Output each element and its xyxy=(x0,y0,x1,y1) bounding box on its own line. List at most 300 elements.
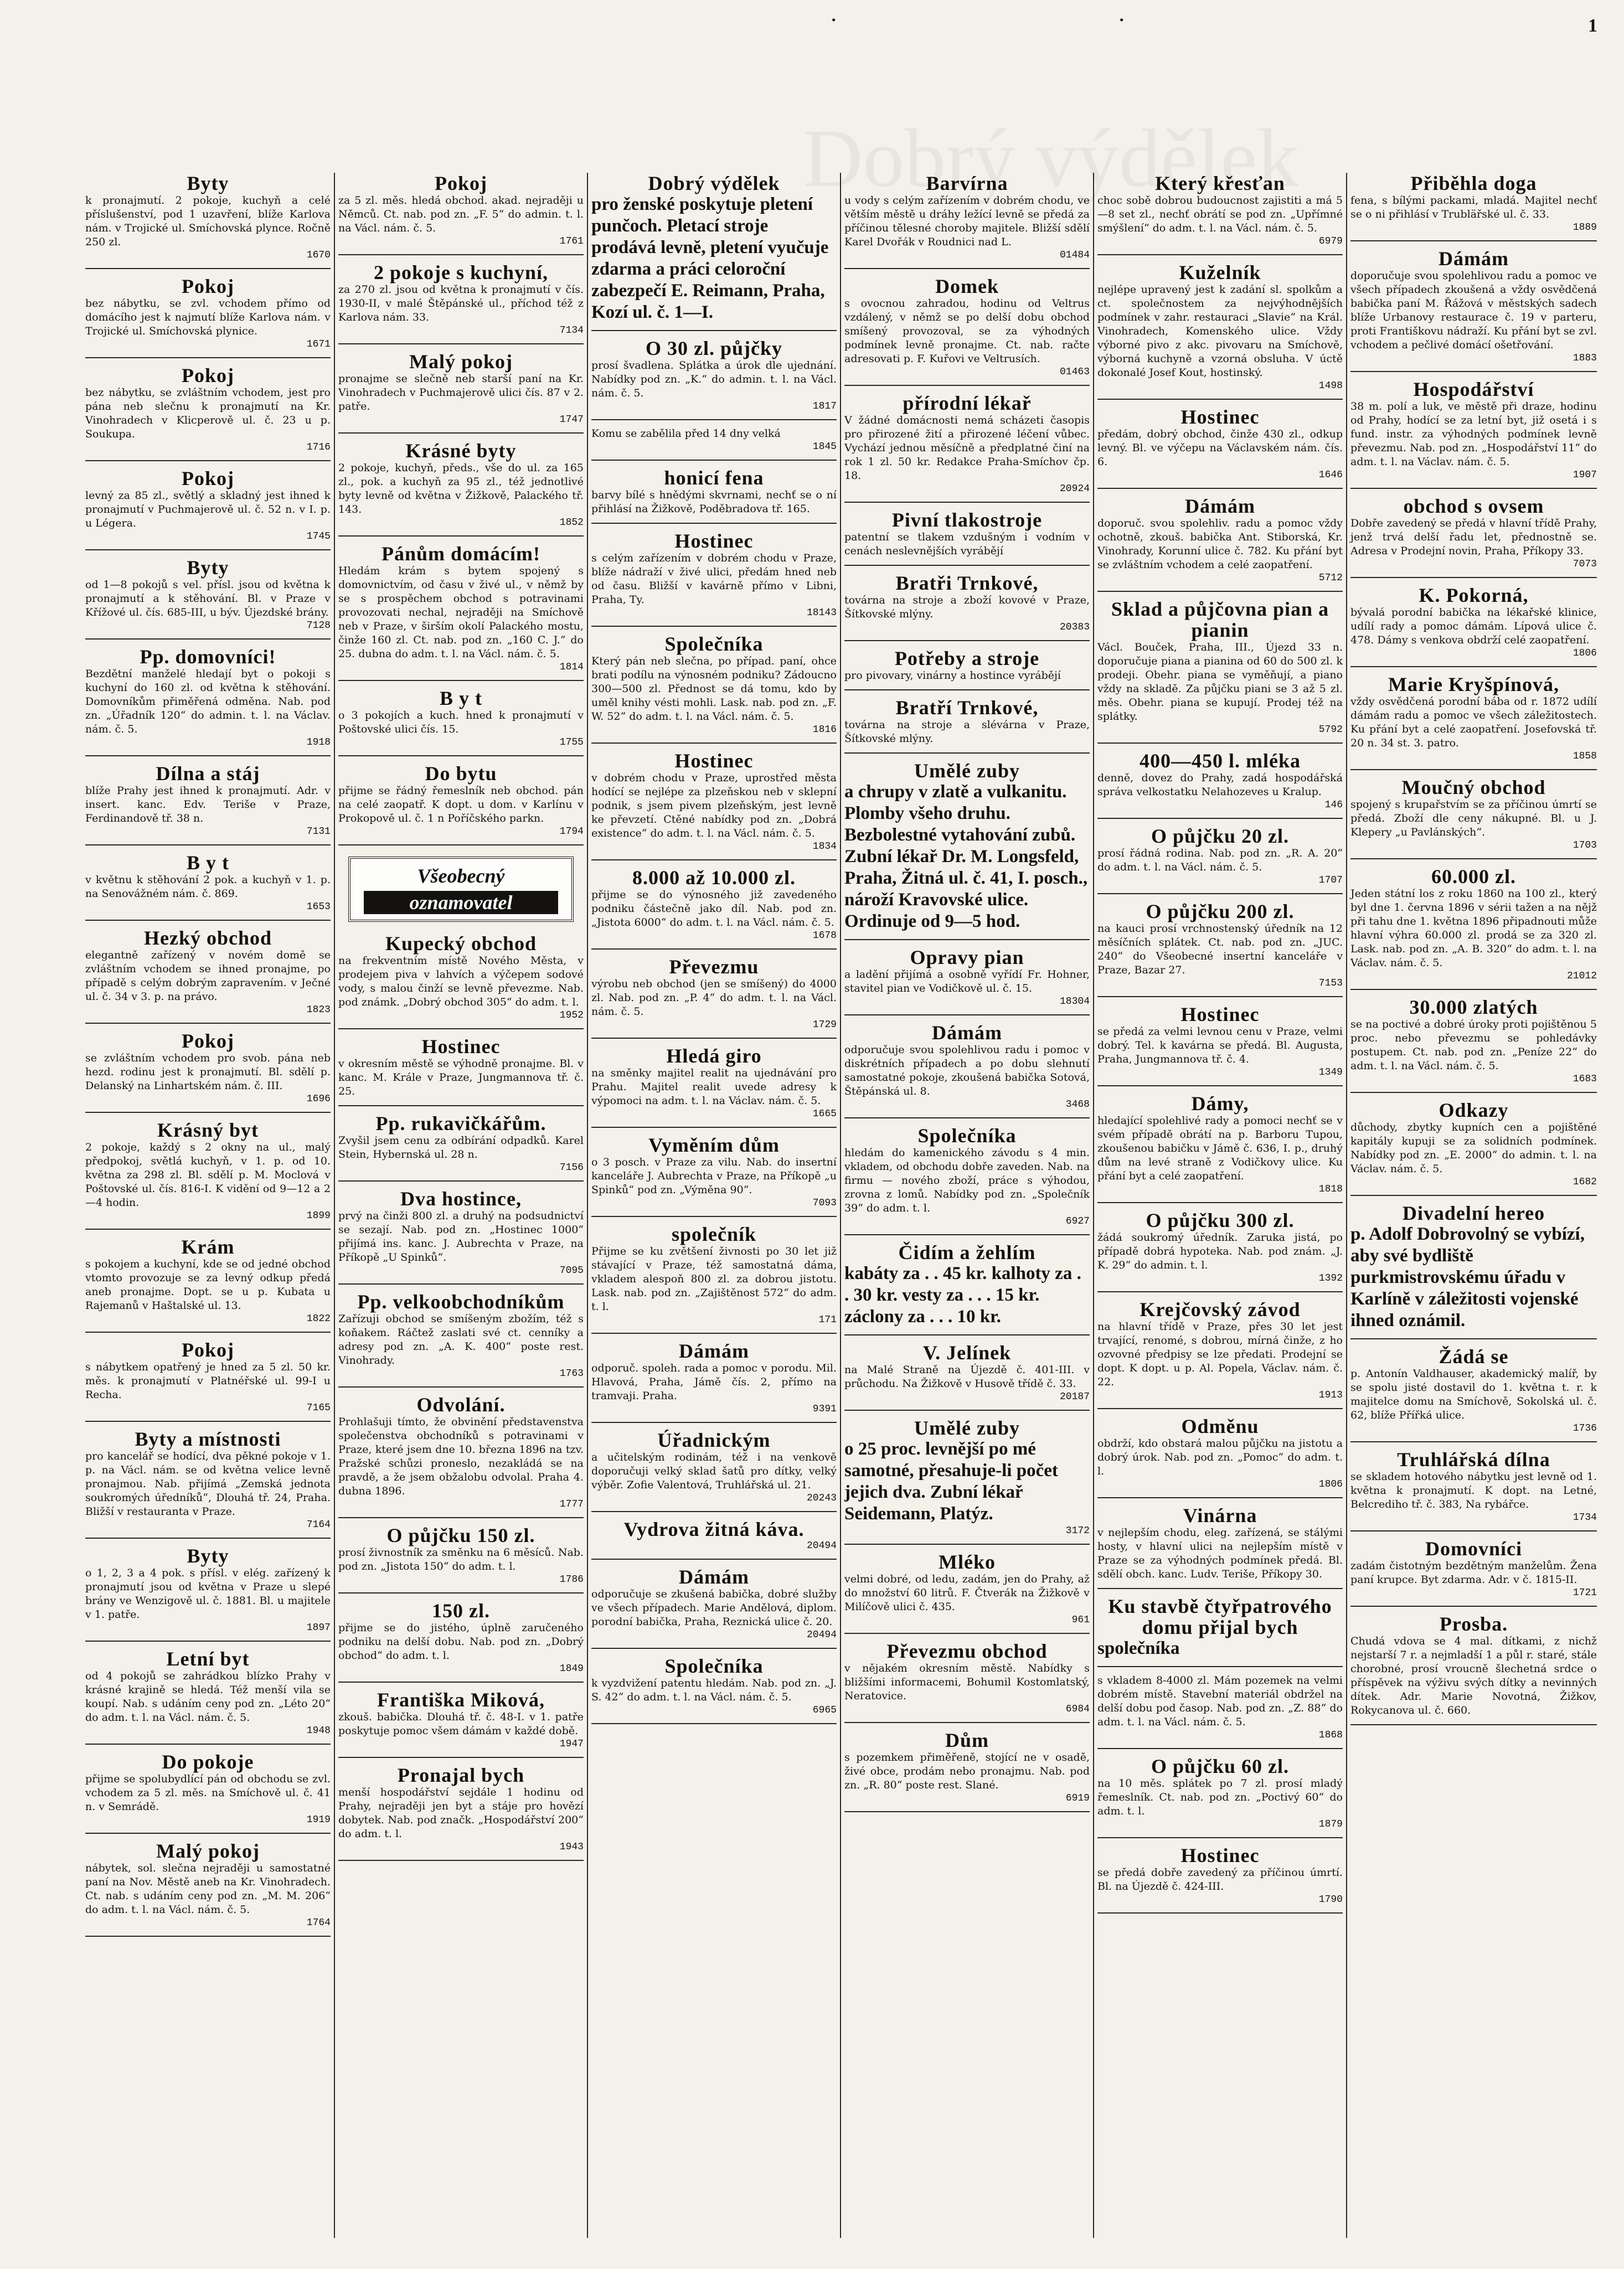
ad-divider xyxy=(1097,1497,1343,1498)
ad-heading: Společníka xyxy=(917,1125,1017,1147)
ad-body: v nějakém okresním městě. Nabídky s bližšími informacemi, Bohumil Kostomlatský, Neratovice. xyxy=(844,1662,1090,1702)
ad-heading: 8.000 až 10.000 zl. xyxy=(632,867,796,889)
ad-body: a ladění přijímá a osobně vyřídí Fr. Hohner, stavitel pian ve Vodičkově ul. č. 15. xyxy=(844,968,1090,994)
ad-number: 1845 xyxy=(812,441,837,452)
ad-divider xyxy=(1097,488,1343,489)
classified-ad xyxy=(844,173,1090,261)
ad-body: v nejlepším chodu, eleg. zařízená, se stálými hosty, v hlavní ulici na nejlepším místě v Praze se za výhodných podmínek předá. Bl. sdělí obch. kanc. Ludv. Teriše, Příkopy 30. xyxy=(1097,1527,1343,1580)
ad-heading: Pp. domovníci! xyxy=(140,646,276,668)
classified-ad xyxy=(85,173,331,261)
ad-heading: 2 pokoje s kuchyní, xyxy=(373,261,549,283)
ad-number: 1678 xyxy=(812,930,837,941)
ad-body: bez nábytku, se zvláštním vchodem, jest pro pána neb slečnu k pronajmutí na Kr. Vinohradech v Klicperově ul. č. 23 u p. Soukupa. xyxy=(85,386,331,440)
classified-ad xyxy=(85,365,331,453)
ad-body: v dobrém chodu v Praze, uprostřed města hodící se nejlépe za plzeňskou neb v sklepní podnik, s jsem pivem plzeňským, jest levně ke převzetí. Ctěné nabídky pod zn. „Dobrá existence“ do adm. t. l. na Václ. nám. č. 5. xyxy=(591,772,837,839)
classified-ad xyxy=(1097,750,1343,811)
ad-number: 1670 xyxy=(306,250,331,261)
ad-body: důchody, zbytky kupních cen a pojištěné kapitály kupuji se za solidních podmínek. Nabídky pod zn. „E. 2000“ do admin. t. l. na Václav. nám. č. 5. xyxy=(1350,1121,1597,1175)
classified-ad xyxy=(338,1188,584,1277)
ad-body: na kauci prosí vrchnostenský úředník na 12 měsíčních splátek. Ct. nab. pod zn. „JUC. 240“ do Všeobecné insertní kanceláře v Praze, Bazar 27. xyxy=(1097,922,1343,976)
ad-number: 1816 xyxy=(812,724,837,735)
ad-heading: Pokoj xyxy=(182,1339,234,1361)
classified-ad xyxy=(1097,901,1343,989)
ad-number: 1653 xyxy=(306,901,331,912)
ad-divider xyxy=(1097,1408,1343,1409)
classified-ad xyxy=(85,557,331,632)
ad-number: 1498 xyxy=(1318,380,1343,391)
ad-heading: Moučný obchod xyxy=(1401,776,1546,798)
ad-heading: Františka Miková, xyxy=(377,1689,545,1711)
classified-ad xyxy=(844,760,1090,932)
ad-number: 146 xyxy=(1324,800,1343,811)
ad-divider xyxy=(844,565,1090,566)
ad-heading: obchod s ovsem xyxy=(1403,495,1544,517)
ad-heading: O půjčku 20 zl. xyxy=(1151,825,1290,847)
ad-divider xyxy=(1350,666,1597,667)
ad-body: Václ. Bouček, Praha, III., Újezd 33 n. doporučuje piana a pianina od 60 do 500 zl. k prodeji. Obehr. piana se vyměňují, a piano vždy na skladě. Za půjčku piani se 3 až 5 zl. měs. Obehr. piana se kupují. Prodej též na splátky. xyxy=(1097,641,1343,723)
ad-divider xyxy=(338,1283,584,1285)
ad-divider xyxy=(338,1860,584,1861)
ad-body: továrna na stroje a slévárna v Praze, Šítkovské mlýny. xyxy=(844,719,1090,745)
ad-divider xyxy=(844,1633,1090,1634)
ad-number: 7165 xyxy=(306,1402,331,1414)
ad-heading: Vinárna xyxy=(1183,1504,1257,1527)
classified-ad xyxy=(1097,1004,1343,1079)
ad-number: 1834 xyxy=(812,841,837,852)
ad-divider xyxy=(1350,577,1597,578)
ad-body: o 3 posch. v Praze za vilu. Nab. do insertní kanceláře J. Aubrechta v Praze, na Příkopě „u Spinků“ pod zn. „Výměna 90“. xyxy=(591,1156,837,1196)
ad-divider xyxy=(1097,1291,1343,1292)
classified-ad xyxy=(844,1730,1090,1804)
ad-body: 38 m. polí a luk, ve městě při draze, hodinu od Prahy, hodící se za letní byt, již osetá i s fund. instr. za výhodných podmínek levně převezmu. Nab. pod zn. „Hospodářství 11“ do adm. t. l. na Václav. nám. č. 5. xyxy=(1350,400,1597,468)
ad-heading: Marie Kryšpínová, xyxy=(1388,673,1559,695)
ad-number: 1729 xyxy=(812,1019,837,1030)
ad-heading: O 30 zl. půjčky xyxy=(645,337,782,359)
ad-number: 1721 xyxy=(1573,1587,1597,1598)
ad-heading: Který křesťan xyxy=(1155,173,1285,194)
ad-divider xyxy=(844,385,1090,386)
ad-number: 1806 xyxy=(1318,1479,1343,1490)
ad-heading: Hezký obchod xyxy=(143,927,272,949)
classified-ad xyxy=(1350,866,1597,982)
ad-divider xyxy=(85,755,331,756)
ad-number: 1763 xyxy=(559,1368,584,1379)
ad-divider xyxy=(338,1757,584,1758)
classified-ad xyxy=(1097,1093,1343,1195)
ad-body: V žádné domácnosti nemá scházeti časopis pro přirozené žití a přirozené léčení vůbec. Vychází jednou měsíčně a předplatné činí na rok 1 zl. 50 kr. Redakce Praha-Smíchov čp. 18. xyxy=(844,414,1090,482)
ad-divider xyxy=(338,1682,584,1683)
classified-ad xyxy=(844,573,1090,633)
ad-number: 1907 xyxy=(1573,470,1597,481)
ad-body: na frekventním místě Nového Města, v prodejem piva v lahvích a výčepem sodové vody, s malou činží se levně převezme. Nab. pod známk. „Dobrý obchod 305“ do adm. t. l. xyxy=(338,955,584,1008)
ad-heading: Do bytu xyxy=(425,762,497,785)
ad-divider xyxy=(338,755,584,756)
ad-body: s pokojem a kuchyní, kde se od jedné obchod vtomto provozuje se za levný odkup předá aneb pronajme. Dopt. se u p. Kubata u Rajemanů v Haštalské ul. 13. xyxy=(85,1258,331,1312)
ad-body: Dobře zavedený se předá v hlavní třídě Prahy, jenž trvá delší řadu let, přednostně se. Adresa v Prodejní novin, Praha, Příkopy 33. xyxy=(1350,517,1597,557)
classified-ad xyxy=(591,467,837,516)
classified-ad xyxy=(85,276,331,350)
ad-heading: Barvírna xyxy=(926,173,1008,194)
column-1 xyxy=(82,173,335,2238)
ad-heading: O půjčku 200 zl. xyxy=(1146,900,1295,922)
ad-body: odporučuje se zkušená babička, dobré služby ve všech případech. Marie Andělová, diplom. porodní babička, Praha, Reznická ulice č. 20. xyxy=(591,1588,837,1628)
classified-ad xyxy=(85,1236,331,1325)
ad-heading: Pokoj xyxy=(182,1030,234,1052)
classified-ad xyxy=(844,648,1090,683)
classified-ad xyxy=(338,173,584,247)
ad-heading: Krám xyxy=(181,1236,235,1258)
ad-heading: Dům xyxy=(945,1729,989,1751)
ad-number: 7128 xyxy=(306,620,331,631)
ad-body: od 4 pokojů se zahrádkou blízko Prahy v krásné krajině se hledá. Též menší vila se koupí. Nab. s udáním ceny pod zn. „Léto 20“ do adm. t. l. na Václ. nám. č. 5. xyxy=(85,1670,331,1724)
classified-ad xyxy=(591,633,837,736)
classified-ad xyxy=(1097,1596,1343,1659)
ad-number: 1764 xyxy=(306,1917,331,1928)
ad-heading: Krásné byty xyxy=(405,440,517,462)
classified-ad xyxy=(85,1030,331,1105)
ad-heading: Ku stavbě čtyřpatrového domu přijal bych xyxy=(1108,1595,1332,1638)
ad-number: 7156 xyxy=(559,1162,584,1173)
ad-divider xyxy=(844,752,1090,754)
ad-number: 1818 xyxy=(1318,1184,1343,1195)
ad-divider xyxy=(591,1511,837,1512)
classified-ad xyxy=(85,1429,331,1531)
ad-body: Který pán neb slečna, po případ. paní, ohce brati podílu na výnosném podniku? Zádoucno 300—500 zl. Přednost se dá tomu, kdo by uměl knihy vésti mohli. Lask. nab. pod zn. „F. W. 52“ do adm. t. l. na Václ. nám. č. 5. xyxy=(591,655,837,723)
ad-heading: Letní byt xyxy=(166,1648,250,1670)
ad-divider xyxy=(85,268,331,269)
classified-ad xyxy=(1097,1756,1343,1830)
ad-number: 1947 xyxy=(559,1739,584,1750)
ad-number: 1703 xyxy=(1573,840,1597,851)
ad-heading: Dámám xyxy=(679,1340,749,1362)
ad-heading: Vyměním dům xyxy=(648,1134,780,1156)
ad-divider xyxy=(844,689,1090,690)
ad-number: 1665 xyxy=(812,1108,837,1120)
ad-divider xyxy=(844,1544,1090,1545)
ad-number: 6919 xyxy=(1065,1793,1090,1804)
ad-body: o 3 pokojích a kuch. hned k pronajmutí v Poštovské ulici čís. 15. xyxy=(338,709,584,735)
classified-ad xyxy=(844,393,1090,495)
classified-ad xyxy=(844,1022,1090,1111)
ad-display-text: a chrupy v zlatě a vulkanitu. Plomby všeho druhu. Bezbolestné vytahování zubů. Zubní lékař Dr. M. Longsfeld, Praha, Žitná ul. č. 41, I. posch., nároží Kravovské ulice. Ordinuje od 9—5 hod. xyxy=(844,782,1088,931)
ad-number: 1646 xyxy=(1318,470,1343,481)
ad-heading: Bratří Trnkové, xyxy=(895,697,1039,719)
ad-divider xyxy=(844,1234,1090,1235)
ad-heading: Pokoj xyxy=(182,467,234,489)
ad-body: Jeden státní los z roku 1860 na 100 zl., který byl dne 1. června 1896 v sérii tažen a na nějž při tahu dne 1. května 1896 připadnouti může hlavní výhra 60.000 zl. prodá se za 320 zl. Lask. nab. pod zn. „A. B. 320“ do adm. t. l. na Václav. nám. č. 5. xyxy=(1350,888,1597,969)
ad-number: 20924 xyxy=(1059,483,1090,494)
classified-ad xyxy=(844,1551,1090,1626)
ad-heading: Dámám xyxy=(1439,247,1509,270)
classified-ad xyxy=(85,1120,331,1222)
ad-divider xyxy=(1097,254,1343,255)
ad-divider xyxy=(1350,1441,1597,1442)
classified-ad xyxy=(1097,173,1343,247)
ad-divider xyxy=(1097,818,1343,819)
ad-divider xyxy=(1350,371,1597,372)
ad-number: 20494 xyxy=(806,1629,837,1641)
ad-heading: Malý pokoj xyxy=(409,350,513,373)
ad-body: a učitelským rodinám, též i na venkově doporučuji velký sklad šatů pro dítky, velký výběr. Zofie Valentová, Truhlářská ul. 21. xyxy=(591,1451,837,1491)
ad-heading: Hostinec xyxy=(1180,1844,1260,1866)
ad-heading: Pp. rukavičkářům. xyxy=(375,1112,547,1134)
ad-body: levný za 85 zl., světlý a skladný jest ihned k pronajmutí v Puchmajerově ul. č. 52 n. v I. p. u Légera. xyxy=(85,489,331,529)
ad-number: 1849 xyxy=(559,1663,584,1674)
ad-divider xyxy=(338,680,584,681)
ad-divider xyxy=(1097,1837,1343,1838)
ad-divider xyxy=(1350,1530,1597,1531)
ad-body: za 5 zl. měs. hledá obchod. akad. nejraději u Němců. Ct. nab. pod zn. „F. 5“ do admin. t. l. na Václ. nám. č. 5. xyxy=(338,194,584,234)
ad-divider xyxy=(844,1117,1090,1118)
ad-body: s celým zařízením v dobrém chodu v Praze, blíže nádraží v živé ulici, předám hned neb od času. Bližší v kavárně přímo v Libni, Praha, Ty. xyxy=(591,552,837,606)
classified-ad xyxy=(85,852,331,913)
ad-divider xyxy=(844,939,1090,940)
ad-divider xyxy=(338,432,584,434)
ad-heading: Společníka xyxy=(664,633,764,655)
ad-divider xyxy=(85,1023,331,1024)
boxed-notice-line2: oznamovatel xyxy=(364,891,558,914)
ad-number: 7095 xyxy=(559,1265,584,1276)
classified-ad xyxy=(338,1394,584,1510)
ad-divider xyxy=(338,1517,584,1518)
classified-ad xyxy=(591,338,837,412)
ad-divider xyxy=(844,640,1090,641)
ad-number: 1858 xyxy=(1573,751,1597,762)
ad-number: 20383 xyxy=(1059,622,1090,633)
classified-ad xyxy=(338,763,584,838)
ad-body: Komu se zabělila před 14 dny velká xyxy=(591,427,781,440)
classified-ad xyxy=(85,1339,331,1414)
ad-number: 1883 xyxy=(1573,353,1597,364)
ad-heading: Byty a místnosti xyxy=(135,1428,281,1450)
ad-number: 5712 xyxy=(1318,573,1343,584)
ad-body: přijme se do výnosného již zavedeného podniku částečně jako díl. Nab. pod zn. „Jistota 6000“ do adm. t. l. na Václ. nám. č. 5. xyxy=(591,889,837,929)
boxed-notice xyxy=(348,857,574,922)
ad-number: 20494 xyxy=(806,1540,837,1551)
ad-body: přijme se spolubydlící pán od obchodu se zvl. vchodem za 5 zl. měs. na Smíchově ul. č. 41 n. v Semrádě. xyxy=(85,1773,331,1813)
ad-heading: Dobrý výdělek xyxy=(648,173,780,194)
ad-heading: Pokoj xyxy=(182,275,234,297)
ad-divider xyxy=(85,460,331,461)
ad-body: přijme se do jistého, úplně zaručeného podniku na delší dobu. Nab. pod zn. „Dobrý obchod“ do adm. t. l. xyxy=(338,1622,584,1662)
classified-ad xyxy=(85,1751,331,1826)
ad-body: se zvláštním vchodem pro svob. pána neb hezd. rodinu jest k pronajmutí. Bl. sdělí p. Delanský na Linhartském nám. č. III. xyxy=(85,1052,331,1092)
ad-body: pronajme se slečně neb starší paní na Kr. Vinohradech v Puchmajerově ulici čís. 87 v 2. patře. xyxy=(338,373,584,412)
ad-number: 1822 xyxy=(306,1313,331,1324)
ad-display-text: p. Adolf Dobrovolný se vybízí, aby své bydliště purkmistrovskému úřadu v Karlíně v záležitosti vojenské ihned oznámil. xyxy=(1350,1224,1585,1331)
ad-body: nejlépe upravený jest k zadání sl. spolkům a ct. společnostem za nejvýhodnějších podmínek v zahr. restauraci „Slavie“ na Král. Vinohradech, Komenského ulice. Vždy výborné pivo z akc. pivovaru na Smíchově, výborná kuchyně a vzorná obsluha. V úctě dokonalé Josef Kout, hostinský. xyxy=(1097,283,1343,379)
ad-divider xyxy=(1350,1338,1597,1339)
classified-ad xyxy=(338,933,584,1022)
ad-body: s ovocnou zahradou, hodinu od Veltrus vzdálený, v němž se po delší dobu obchod smíšený provozoval, se za výhodných podmínek levně pronajme. Ct. nab. račte adresovati p. F. Kuřovi ve Veltrusích. xyxy=(844,297,1090,365)
classified-ad xyxy=(338,440,584,529)
classified-ad xyxy=(338,1113,584,1174)
classified-ad xyxy=(844,697,1090,746)
ad-number: 1755 xyxy=(559,737,584,748)
ad-divider xyxy=(591,626,837,627)
ad-number: 7131 xyxy=(306,826,331,837)
ad-display-text: o 25 proc. levnější po mé samotné, přesahuje-li počet jejich dva. Zubní lékař Seidemann, Platýz. xyxy=(844,1439,1058,1524)
classified-ad xyxy=(85,468,331,543)
ad-divider xyxy=(1097,1588,1343,1589)
ad-body: 2 pokoje, kuchyň, předs., vše do ul. za 165 zl., pok. a kuchyň za 95 zl., též jednotlivé byty levně od května v Žižkově, Palackého tř. 143. xyxy=(338,462,584,515)
ad-divider xyxy=(85,1538,331,1539)
classified-ad xyxy=(85,1545,331,1634)
ad-heading: Dámám xyxy=(1185,495,1255,517)
ad-divider xyxy=(85,1641,331,1642)
column-6 xyxy=(1347,173,1600,2238)
classified-ad xyxy=(338,1689,584,1750)
classified-ad xyxy=(591,750,837,853)
ad-heading: Kupecký obchod xyxy=(385,932,537,955)
ad-heading: Hostinec xyxy=(1180,1003,1260,1025)
classified-ad xyxy=(1097,406,1343,481)
ad-number: 1707 xyxy=(1318,875,1343,886)
classified-ad xyxy=(1350,496,1597,570)
ad-body: menší hospodářství sejdále 1 hodinu od Prahy, nejraději jen byt a stáje pro hovězí dobytek. Nab. pod značk. „Hospodářství 200“ do adm. t. l. xyxy=(338,1786,584,1840)
ad-divider xyxy=(1097,399,1343,400)
ad-body: bez nábytku, se zvl. vchodem přímo od domácího jest k najmutí blíže Karlova nám. v Trojické ul. Smíchovská plynice. xyxy=(85,297,331,337)
ad-body: odporuč. spoleh. rada a pomoc v porodu. Mil. Hlavová, Praha, Jámě čís. 2, přímo na tramvaji. Praha. xyxy=(591,1362,837,1402)
ad-number: 5792 xyxy=(1318,724,1343,735)
classified-ad xyxy=(591,1656,837,1716)
ad-body: Přijme se ku zvětšení živnosti po 30 let již stávající v Praze, též samostatná dáma, vkladem alespoň 800 zl. za dobrou jistotu. Lask. nab. pod zn. „Zajištěnost 572“ do adm. t. l. xyxy=(591,1245,837,1313)
ad-divider xyxy=(1097,1085,1343,1086)
classified-ad xyxy=(338,262,584,337)
ad-number: 7093 xyxy=(812,1198,837,1209)
ad-number: 1716 xyxy=(306,442,331,453)
ad-divider xyxy=(591,523,837,524)
classified-ad xyxy=(338,1291,584,1380)
ad-display-text: společníka xyxy=(1097,1638,1180,1658)
classified-ad xyxy=(1097,1845,1343,1906)
ad-number: 1736 xyxy=(1573,1423,1597,1434)
ad-divider xyxy=(85,1833,331,1834)
classified-ad xyxy=(1350,1449,1597,1524)
classified-ad xyxy=(1350,1613,1597,1718)
ad-body: velmi dobré, od ledu, zadám, jen do Prahy, až do množství 60 litrů. F. Čtverák na Žižkově v Milíčově ulici č. 435. xyxy=(844,1573,1090,1613)
ad-divider xyxy=(85,638,331,640)
classified-ad xyxy=(1097,1505,1343,1581)
ad-body: továrna na stroje a zboží kovové v Praze, Šítkovské mlýny. xyxy=(844,594,1090,620)
ad-divider xyxy=(1350,488,1597,489)
ad-divider xyxy=(85,1112,331,1113)
ad-heading: Úřadnickým xyxy=(657,1429,771,1451)
ad-body: u vody s celým zařízením v dobrém chodu, ve větším městě u dráhy ležící levně se předá za příčinou tělesné choroby majitele. Bližší sdělí Karel Dvořák v Roudnici nad L. xyxy=(844,194,1090,248)
ad-number: 1897 xyxy=(306,1622,331,1633)
ad-heading: Krejčovský závod xyxy=(1140,1298,1301,1321)
ad-heading: 60.000 zl. xyxy=(1431,865,1516,888)
ad-body: na 10 měs. splátek po 7 zl. prosí mladý řemeslník. Ct. nab. pod zn. „Poctivý 60“ do adm. t. l. xyxy=(1097,1777,1343,1817)
ad-heading: O půjčku 60 zl. xyxy=(1151,1755,1290,1777)
ad-number: 6979 xyxy=(1318,236,1343,247)
ad-number: 1948 xyxy=(306,1725,331,1736)
ad-number: 1349 xyxy=(1318,1067,1343,1078)
ad-body: v květnu k stěhování 2 pok. a kuchyň v 1. p. na Senovážném nám. č. 869. xyxy=(85,874,331,900)
classified-ad xyxy=(1350,248,1597,364)
ad-heading: Byty xyxy=(187,173,229,194)
column-3 xyxy=(588,173,841,2238)
ad-heading: Převezmu obchod xyxy=(886,1640,1048,1662)
classified-ad xyxy=(338,543,584,673)
classified-ad xyxy=(844,947,1090,1008)
ad-divider xyxy=(844,268,1090,269)
ad-heading: Dámy, xyxy=(1191,1092,1249,1115)
ad-divider xyxy=(1097,1912,1343,1914)
ad-number: 6965 xyxy=(812,1705,837,1716)
classified-ad xyxy=(591,956,837,1031)
ad-divider xyxy=(591,948,837,950)
ad-divider xyxy=(591,1127,837,1128)
ad-heading: B y t xyxy=(440,687,482,709)
classified-ad xyxy=(1097,496,1343,584)
ad-heading: Prosba. xyxy=(1439,1613,1508,1635)
ad-number: 1806 xyxy=(1573,648,1597,659)
ad-heading: Vydrova žitná káva. xyxy=(623,1518,805,1540)
ad-body: se skladem hotového nábytku jest levně od 1. května k pronajmutí. K dopt. na Letné, Belcrediho tř. č. 383, Na rybářce. xyxy=(1350,1471,1597,1510)
column-2 xyxy=(335,173,588,2238)
classified-ad xyxy=(85,1648,331,1737)
classified-ad xyxy=(1097,1299,1343,1401)
ad-number: 1794 xyxy=(559,826,584,837)
ad-divider xyxy=(591,419,837,420)
ad-number: 6927 xyxy=(1065,1216,1090,1227)
ad-divider xyxy=(1097,996,1343,997)
ad-body: k vyzdvižení patentu hledám. Nab. pod zn. „J. S. 42“ do adm. t. l. na Václ. nám. č. 5. xyxy=(591,1677,837,1703)
ad-divider xyxy=(1097,893,1343,894)
ad-divider xyxy=(1350,1195,1597,1196)
ad-body: výrobu neb obchod (jen se smíšený) do 4000 zl. Nab. pod zn. „P. 4“ do adm. t. l. na Václ. nám. č. 5. xyxy=(591,978,837,1018)
ad-heading: Pp. velkoobchodníkům xyxy=(357,1291,565,1313)
classified-ad xyxy=(844,1242,1090,1328)
ad-body: Chudá vdova se 4 mal. dítkami, z nichž nejstarší 7 r. a nejmladší 1 a půl r. staré, stále chorobné, prosí vroucně šlechetná srdce o příspěvek na výživu svých dítky a nevinných dítek. Adr. Marie Novotná, Žižkov, Rokycanova ul. č. 660. xyxy=(1350,1635,1597,1716)
classified-ad xyxy=(85,763,331,838)
classified-ad xyxy=(1350,1538,1597,1599)
classified-ad xyxy=(844,276,1090,378)
classified-ad xyxy=(844,1417,1090,1537)
ad-heading: Hostinec xyxy=(1180,406,1260,428)
classified-ad xyxy=(591,1430,837,1504)
ad-body: vždy osvědčená porodní bába od r. 1872 udílí dámám radu a pomoc ve všech záležitostech. Ku přání byt a celé zaopatření. Josefovská tř. 20 n. 34 st. 3. patro. xyxy=(1350,695,1597,749)
ad-heading: 150 zl. xyxy=(432,1600,490,1622)
ad-divider xyxy=(85,844,331,845)
ad-body: za 270 zl. jsou od května k pronajmutí v čís. 1930-II, v malé Štěpánské ul., příchod též z Karlova nám. 33. xyxy=(338,283,584,323)
ad-heading: Byty xyxy=(187,556,229,579)
ad-divider xyxy=(591,1648,837,1649)
ad-body: Prohlašuji tímto, že obvinění představenstva společenstva obchodníků s potravinami v Praze, které jsem dne 10. března 1896 na tzv. Pražské schůzi proneslo, nezakládá se na pravdě, a že jsem obžalobu odvolal. Praha 4. dubna 1896. xyxy=(338,1416,584,1497)
ad-body: s vkladem 8-4000 zl. Mám pozemek na velmi dobrém místě. Stavební materiál obdržel na delší dobu pod časop. Nab. pod zn. „Z. 88“ do adm. t. l. na Václ. nám. č. 5. xyxy=(1097,1674,1343,1728)
ad-body: předám, dobrý obchod, činže 430 zl., odkup levný. Bl. ve výčepu na Václavském nám. čís. 6. xyxy=(1097,428,1343,468)
ad-body: v okresním městě se výhodně pronajme. Bl. v kanc. M. Krále v Praze, Jungmannova tř. č. 25. xyxy=(338,1058,584,1097)
ad-divider xyxy=(591,1216,837,1217)
ad-body: přijme se řádný řemeslník neb obchod. pán na celé zaopatř. K dopt. u dom. v Karlínu v Prokopově ul. č. 1 n Poříčského parkn. xyxy=(338,785,584,824)
ad-heading: V. Jelínek xyxy=(922,1342,1012,1364)
classified-ad xyxy=(338,1600,584,1675)
ad-heading: Potřeby a stroje xyxy=(894,647,1040,669)
ad-number: 18304 xyxy=(1059,996,1090,1007)
ad-divider xyxy=(1097,1666,1343,1667)
ad-body: denně, dovez do Prahy, zadá hospodářská správa velkostatku Nelahozeves u Kralup. xyxy=(1097,772,1343,798)
ad-divider xyxy=(1097,742,1343,744)
ad-heading: Hostinec xyxy=(421,1035,501,1058)
ad-body: choc sobě dobrou budoucnost zajistiti a má 5—8 set zl., nechť obrátí se pod zn. „Upřímné smýšlení“ do adm. t. l. na Václ. nám. č. 5. xyxy=(1097,194,1343,234)
ad-divider xyxy=(1350,858,1597,859)
ad-divider xyxy=(338,254,584,255)
ad-number: 1913 xyxy=(1318,1390,1343,1401)
ad-body: prosí živnostník za směnku na 6 měsíců. Nab. pod zn. „Jistota 150“ do adm. t. l. xyxy=(338,1546,584,1572)
ad-heading: Umělé zuby xyxy=(914,1417,1020,1439)
classified-ad xyxy=(1350,674,1597,762)
